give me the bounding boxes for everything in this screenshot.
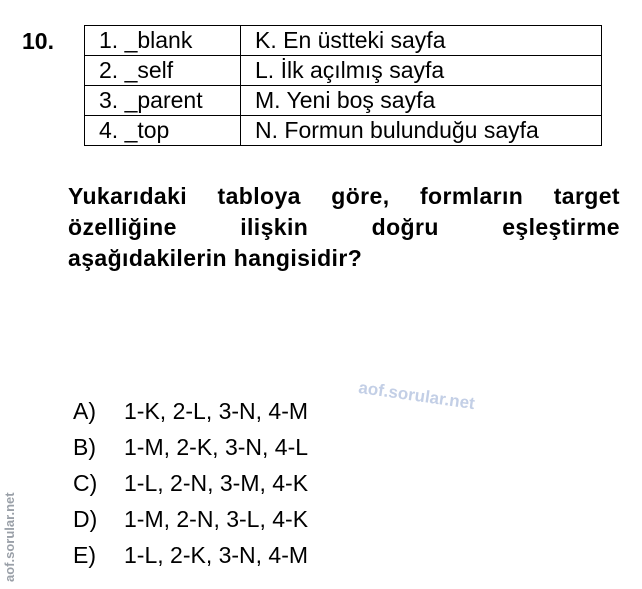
stem-line: özelliğine ilişkin doğru eşleştirme (68, 214, 620, 240)
option-label: C) (73, 470, 98, 496)
table-cell-left: 1. _blank (85, 26, 241, 56)
stem-line: Yukarıdaki tabloya göre, formların target (68, 183, 620, 209)
option-e[interactable] (73, 542, 308, 569)
matching-table (84, 25, 602, 146)
option-text: 1-M, 2-N, 3-L, 4-K (124, 506, 309, 532)
watermark-side: aof.sorular.net (2, 492, 17, 582)
table-cell-left: 3. _parent (85, 86, 241, 116)
option-d[interactable] (73, 506, 308, 533)
question-number: 10. (22, 28, 54, 54)
option-text: 1-L, 2-K, 3-N, 4-M (124, 542, 309, 568)
option-text: 1-L, 2-N, 3-M, 4-K (124, 470, 309, 496)
option-label: D) (73, 506, 98, 532)
table-cell-right: K. En üstteki sayfa (241, 26, 602, 56)
table-cell-right: M. Yeni boş sayfa (241, 86, 602, 116)
option-c[interactable] (73, 470, 308, 497)
option-text: 1-M, 2-K, 3-N, 4-L (124, 434, 309, 460)
stem-line: aşağıdakilerin hangisidir? (68, 245, 363, 271)
table-row (85, 86, 602, 116)
table-row (85, 56, 602, 86)
option-a[interactable] (73, 398, 308, 425)
option-label: E) (73, 542, 96, 568)
question-stem (68, 181, 620, 274)
table-cell-right: N. Formun bulunduğu sayfa (241, 116, 602, 146)
option-label: A) (73, 398, 96, 424)
option-text: 1-K, 2-L, 3-N, 4-M (124, 398, 309, 424)
table-row (85, 26, 602, 56)
option-b[interactable] (73, 434, 308, 461)
table-cell-left: 2. _self (85, 56, 241, 86)
option-label: B) (73, 434, 96, 460)
table-row (85, 116, 602, 146)
table-cell-left: 4. _top (85, 116, 241, 146)
table-cell-right: L. İlk açılmış sayfa (241, 56, 602, 86)
watermark-center: aof.sorular.net (357, 378, 477, 414)
